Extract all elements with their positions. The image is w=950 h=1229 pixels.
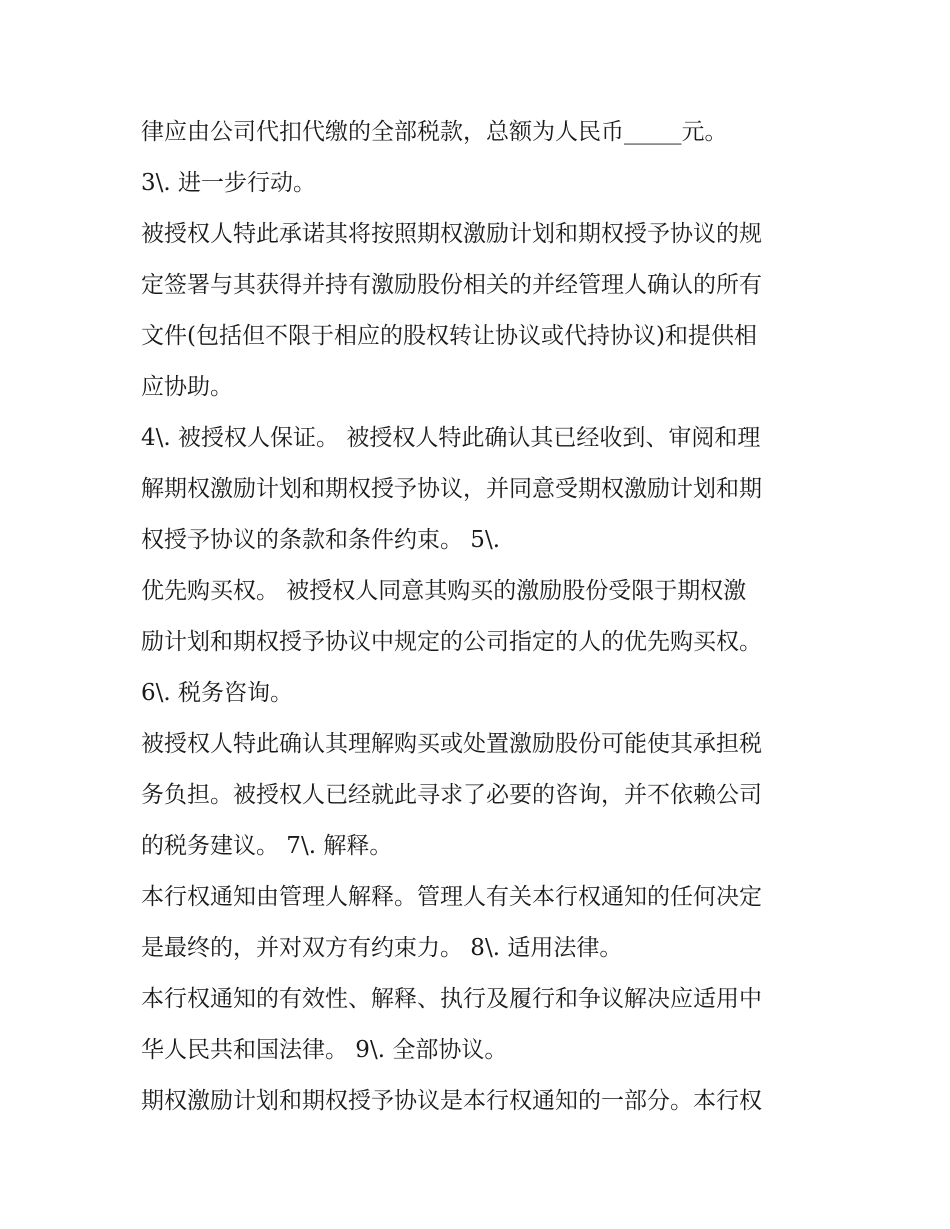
text-line: 务负担。被授权人已经就此寻求了必要的咨询，并不依赖公司 [141,782,762,808]
text-line: 优先购买权。 被授权人同意其购买的激励股份受限于期权激 [141,578,747,604]
text-line: 被授权人特此承诺其将按照期权激励计划和期权授予协议的规 [141,221,762,247]
section-heading: 3\. 进一步行动。 [141,170,317,196]
text-line: 应协助。 [141,374,233,400]
text-line: 定签署与其获得并持有激励股份相关的并经管理人确认的所有 [141,272,762,298]
section-heading: 6\. 税务咨询。 [141,680,294,706]
text-line: 本行权通知由管理人解释。管理人有关本行权通知的任何决定 [141,884,762,910]
text-line: 权授予协议的条款和条件约束。 5\. [141,527,501,553]
text-line: 的税务建议。 7\. 解释。 [141,833,393,859]
text-line: 文件(包括但不限于相应的股权转让协议或代持协议)和提供相 [141,323,757,349]
text-line: 励计划和期权授予协议中规定的公司指定的人的优先购买权。 [141,629,762,655]
text-line: 解期权激励计划和期权授予协议，并同意受期权激励计划和期 [141,476,762,502]
text-line: 4\. 被授权人保证。 被授权人特此确认其已经收到、审阅和理 [141,425,761,451]
text-line: 本行权通知的有效性、解释、执行及履行和争议解决应适用中 [141,986,762,1012]
document-body [141,107,821,1127]
text-line: 华人民共和国法律。 9\. 全部协议。 [141,1037,508,1063]
text-line: 期权激励计划和期权授予协议是本行权通知的一部分。本行权 [141,1088,762,1114]
text-line: 被授权人特此确认其理解购买或处置激励股份可能使其承担税 [141,731,762,757]
text-line: 律应由公司代扣代缴的全部税款，总额为人民币_____元。 [141,119,728,145]
text-line: 是最终的，并对双方有约束力。 8\. 适用法律。 [141,935,623,961]
